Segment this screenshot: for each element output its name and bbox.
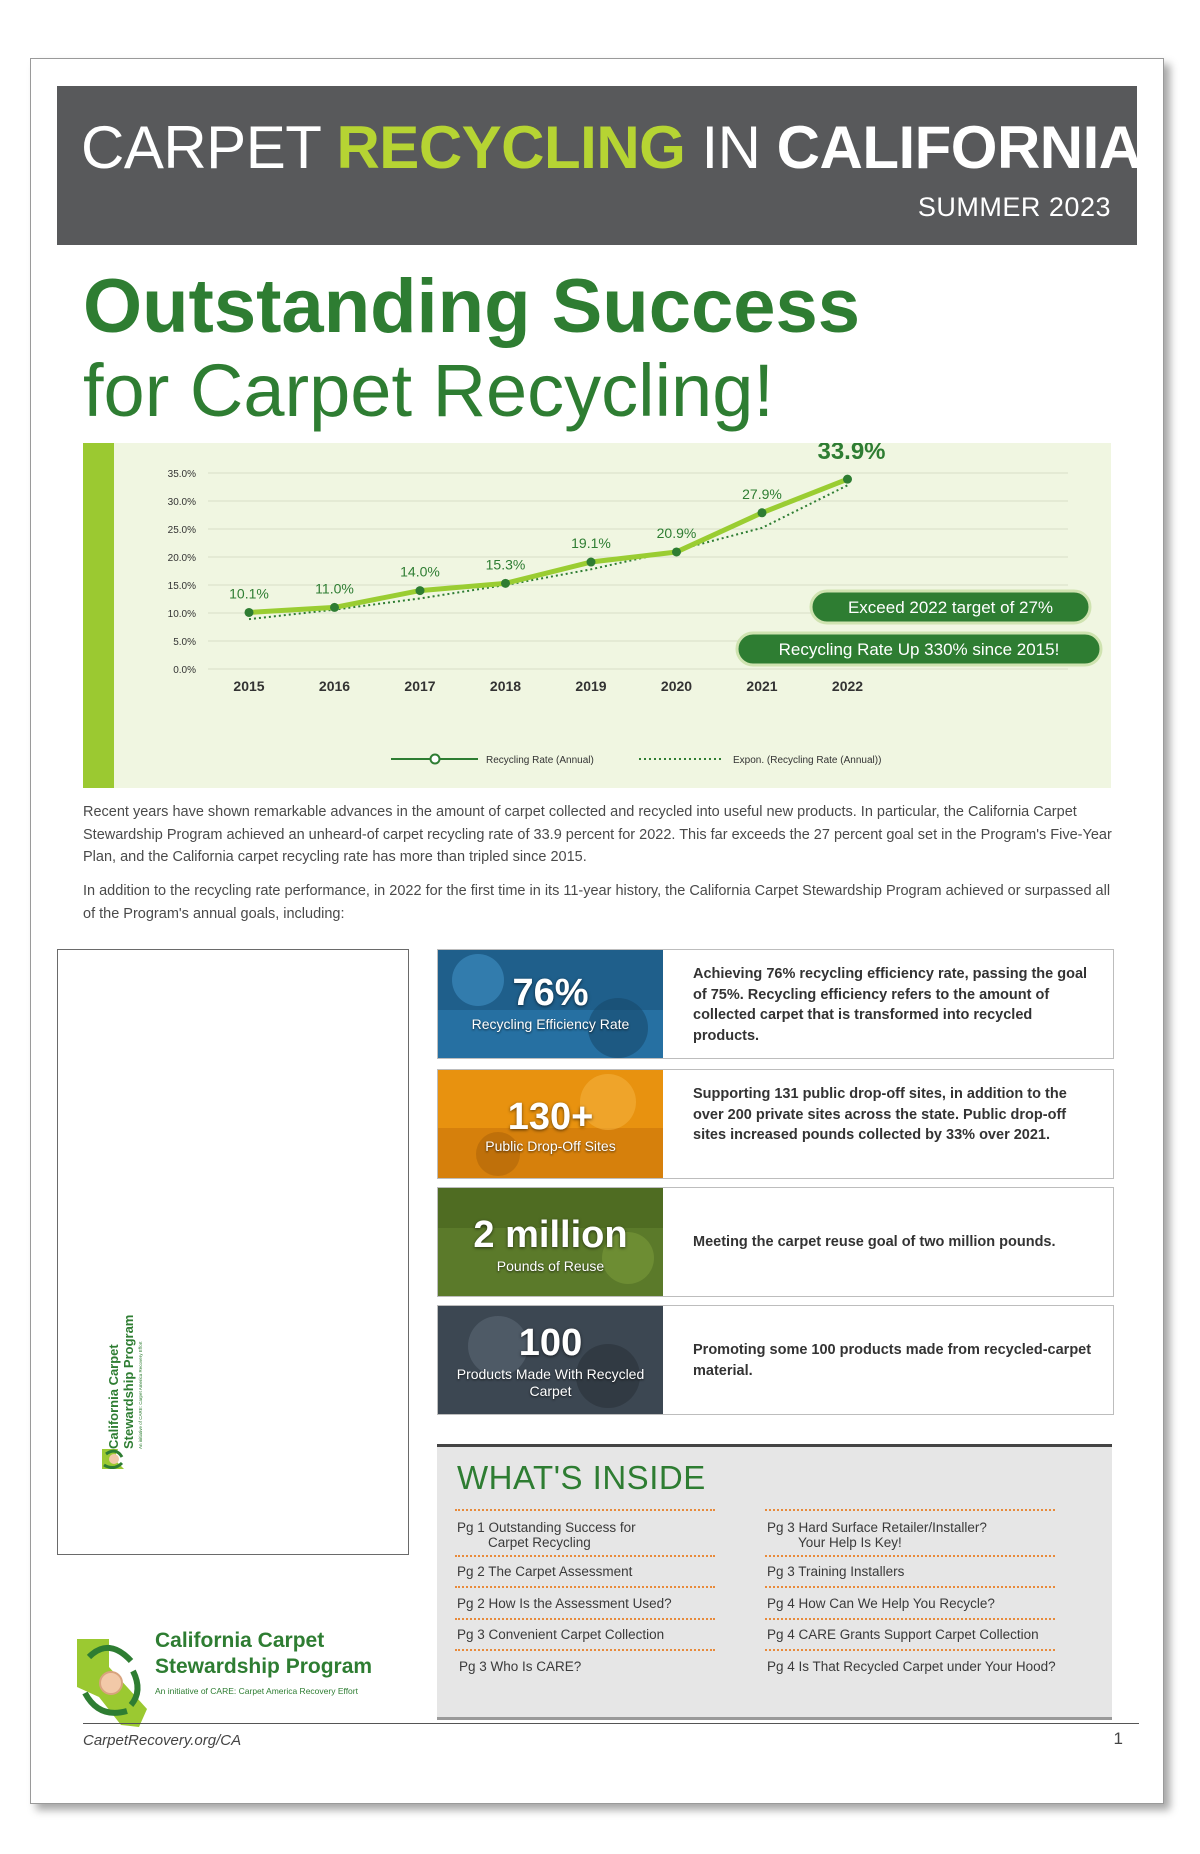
stat-dropoff-desc: Supporting 131 public drop-off sites, in addition to the over 200 private sites across the state. Public drop-off sites increased pounds collected by 33% over 2021. [693, 1086, 1067, 1143]
stat-reuse [437, 1187, 1114, 1297]
legend-label-recycling-rate: Recycling Rate (Annual) [486, 755, 594, 766]
toc-item-right-1[interactable]: Pg 3 Hard Surface Retailer/Installer? Your Help Is Key! [767, 1520, 987, 1550]
issue-season: SUMMER 2023 [917, 192, 1111, 222]
stat-dropoff-value: 130+ [507, 1096, 594, 1138]
y-tick-label: 30.0% [167, 497, 196, 508]
chart-canvas [83, 443, 1111, 788]
stat-efficiency-value: 76% [512, 972, 589, 1014]
toc-item-right-4[interactable]: Pg 4 CARE Grants Support Carpet Collection [767, 1627, 1039, 1642]
goals-paragraph: In addition to the recycling rate performance, in 2022 for the first time in its 11-year history, the California Carpet Stewardship Program achieved or surpassed all of the Program's annual goals, including: [83, 883, 1111, 922]
y-tick-label: 5.0% [173, 637, 196, 648]
headline-main: Outstanding Success [83, 264, 861, 349]
data-point [330, 603, 339, 612]
masthead [57, 86, 1142, 245]
whats-inside-title: WHAT'S INSIDE [457, 1459, 706, 1496]
title-word-carpet: CARPET [81, 114, 337, 181]
stat-dropoff [437, 1069, 1114, 1179]
logo-tagline: An initiative of CARE: Carpet America Recovery Effort [155, 1686, 358, 1696]
stat-reuse-value: 2 million [473, 1214, 628, 1256]
title-word-in: IN [685, 114, 777, 181]
y-tick-label: 15.0% [167, 581, 196, 592]
data-label: 19.1% [571, 535, 611, 552]
footer-divider [83, 1723, 1139, 1724]
toc-divider [455, 1649, 715, 1651]
toc-item-left-4[interactable]: Pg 3 Convenient Carpet Collection [457, 1627, 665, 1642]
toc-item-right-3[interactable]: Pg 4 How Can We Help You Recycle? [767, 1596, 995, 1611]
stat-reuse-label: Pounds of Reuse [496, 1258, 605, 1274]
stat-efficiency-desc: Achieving 76% recycling efficiency rate, passing the goal of 75%. Recycling efficiency refers to the amount of collected carpet that is transformed into recycled products. [693, 966, 1088, 1044]
toc-divider [765, 1555, 1055, 1557]
x-tick-label: 2020 [660, 678, 693, 694]
toc-divider [455, 1618, 715, 1620]
x-tick-label: 2021 [746, 678, 778, 694]
callout-text: Recycling Rate Up 330% since 2015! [778, 640, 1060, 659]
stat-dropoff-label: Public Drop-Off Sites [485, 1138, 616, 1154]
vertical-logo-line2: Stewardship Program [121, 1314, 136, 1449]
recycling-rate-chart [83, 443, 1111, 788]
toc-divider [765, 1649, 1055, 1651]
data-point [758, 508, 767, 517]
toc-item-left-1[interactable]: Pg 1 Outstanding Success for Carpet Recycling [457, 1520, 636, 1550]
title-word-recycling: RECYCLING [336, 114, 686, 181]
california-recycle-icon [102, 1449, 126, 1469]
masthead-title [81, 116, 1142, 180]
stat-products [437, 1305, 1114, 1415]
newsletter-page [30, 58, 1164, 1804]
logo-title-line1: California Carpet [155, 1629, 325, 1652]
y-tick-label: 10.0% [167, 609, 196, 620]
toc-divider [455, 1555, 715, 1557]
x-tick-label: 2015 [233, 678, 265, 694]
data-label: 14.0% [400, 563, 440, 580]
x-tick-label: 2016 [318, 678, 351, 694]
stat-products-label: Products Made With Recycled Carpet [456, 1366, 645, 1399]
intro-paragraph: Recent years have shown remarkable advances in the amount of carpet collected and recycled into useful new products. In particular, the California Carpet Stewardship Program achieved an unheard-of carpet recycling rate of 33.9 percent for 2022. This far exceeds the 27 percent goal set in the Program's Five-Year Plan, and the California carpet recycling rate has more than tripled since 2015. [83, 804, 1112, 865]
data-label: 20.9% [656, 524, 697, 541]
logo-title-line2: Stewardship Program [155, 1655, 373, 1678]
stat-reuse-desc: Meeting the carpet reuse goal of two million pounds. [693, 1234, 1056, 1250]
x-tick-label: 2022 [831, 678, 864, 694]
toc-item-left-2[interactable]: Pg 2 The Carpet Assessment [457, 1564, 633, 1579]
toc-item-left-3[interactable]: Pg 2 How Is the Assessment Used? [457, 1596, 672, 1611]
stat-products-desc: Promoting some 100 products made from recycled-carpet material. [693, 1342, 1092, 1379]
x-tick-label: 2018 [489, 678, 522, 694]
data-point [245, 608, 254, 617]
stat-efficiency-label: Recycling Efficiency Rate [471, 1016, 630, 1032]
data-label: 10.1% [229, 585, 269, 602]
stat-products-value: 100 [518, 1322, 583, 1364]
series-line-trend [249, 485, 848, 619]
whats-inside-panel [437, 1444, 1112, 1720]
page-number: 1 [1113, 1729, 1123, 1748]
vertical-logo-line1: California Carpet [106, 1344, 121, 1449]
y-tick-label: 35.0% [167, 469, 196, 480]
vertical-logo-tagline: An initiative of CARE: Carpet America Recovery Effort [138, 1341, 143, 1449]
data-point [587, 558, 596, 567]
title-word-california: CALIFORNIA [776, 114, 1142, 181]
data-point [672, 547, 681, 556]
callout-text: Exceed 2022 target of 27% [847, 598, 1054, 617]
toc-item-right-2[interactable]: Pg 3 Training Installers [767, 1564, 905, 1579]
footer-url[interactable]: CarpetRecovery.org/CA [83, 1732, 242, 1749]
y-tick-label: 0.0% [173, 665, 196, 676]
y-tick-label: 25.0% [167, 525, 196, 536]
stat-efficiency [437, 949, 1114, 1059]
legend-marker [431, 755, 440, 764]
toc-item-left-5[interactable]: Pg 3 Who Is CARE? [459, 1659, 582, 1674]
data-label: 11.0% [315, 580, 354, 597]
y-tick-label: 20.0% [167, 553, 196, 564]
data-label: 15.3% [485, 556, 526, 573]
toc-divider [455, 1586, 715, 1588]
vertical-program-logo [56, 1299, 206, 1469]
x-tick-label: 2017 [404, 678, 436, 694]
data-point [843, 475, 852, 484]
data-point [501, 579, 510, 588]
headline-sub: for Carpet Recycling! [83, 349, 774, 432]
data-label: 33.9% [817, 443, 886, 466]
toc-item-right-5[interactable]: Pg 4 Is That Recycled Carpet under Your Hood? [767, 1659, 1056, 1674]
x-tick-label: 2019 [575, 678, 607, 694]
toc-divider [765, 1586, 1055, 1588]
toc-divider [765, 1509, 1055, 1511]
toc-divider [455, 1509, 715, 1511]
data-point [416, 586, 425, 595]
legend-label-trend: Expon. (Recycling Rate (Annual)) [733, 755, 882, 766]
toc-divider [765, 1618, 1055, 1620]
data-label: 27.9% [742, 485, 782, 502]
